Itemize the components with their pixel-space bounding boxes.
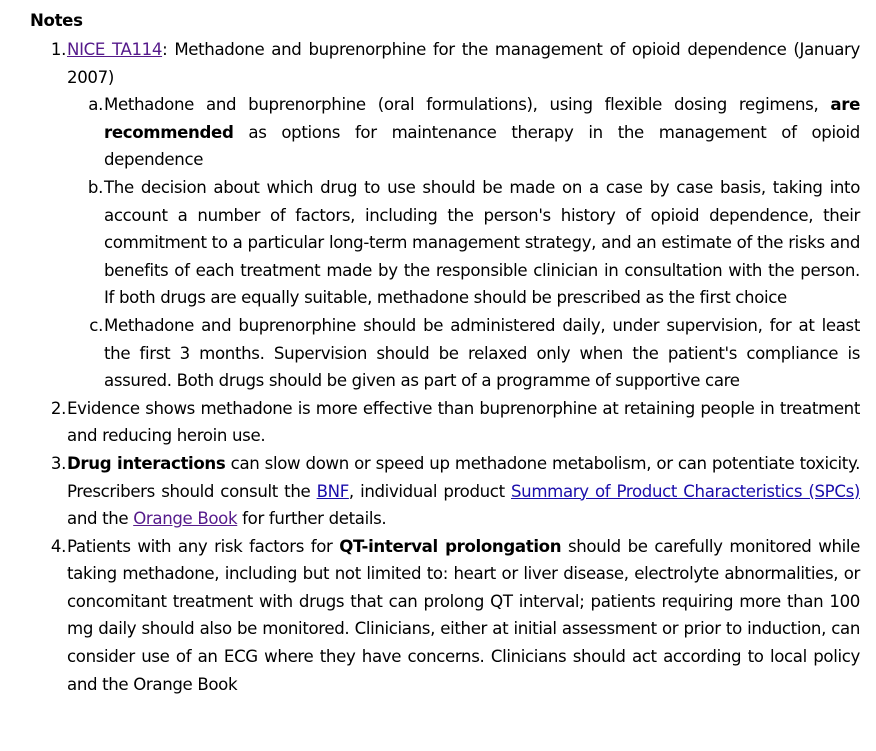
note-subitem-b xyxy=(67,174,860,312)
note-item-3 xyxy=(30,450,860,533)
subitem-text: as options for maintenance therapy in the management of opioid dependence xyxy=(104,122,860,170)
note-number: 4. xyxy=(50,536,66,556)
note-text: : Methadone and buprenorphine for the management of opioid dependence (January 2007) xyxy=(67,40,860,87)
notes-list xyxy=(30,36,860,698)
orange-book-link[interactable]: Orange Book xyxy=(133,509,238,529)
note-text: for further details. xyxy=(237,509,387,529)
note-text: Patients with any risk factors for xyxy=(67,536,340,556)
note-subitem-a xyxy=(67,91,860,174)
note-number: 2. xyxy=(50,398,66,418)
note-sublist xyxy=(67,91,860,395)
note-item-4 xyxy=(30,533,860,699)
note-text: , individual product xyxy=(348,481,511,501)
note-bold-text: QT-interval prolongation xyxy=(339,536,562,556)
subitem-text: The decision about which drug to use should be made on a case by case basis, taking into account a number of factors, including the person's history of opioid dependence, their commitment to a particular long-term management strategy, and an estimate of the risks and benefits of each treatment made by the responsible clinician in consultation with the person. If both drugs are equally suitable, methadone should be prescribed as the first choice xyxy=(104,177,860,308)
note-item-2 xyxy=(30,395,860,450)
subitem-bold-text: are recommended xyxy=(104,95,860,142)
nice-ta114-link[interactable]: NICE TA114 xyxy=(67,40,163,59)
note-text: and the xyxy=(67,509,134,529)
subitem-text: Methadone and buprenorphine (oral formulations), using flexible dosing regimens, xyxy=(104,95,831,115)
spc-link[interactable]: Summary of Product Characteristics (SPCs) xyxy=(510,481,860,501)
note-subitem-c xyxy=(67,312,860,395)
subitem-letter: c. xyxy=(89,315,103,335)
note-item-1 xyxy=(30,36,860,395)
subitem-text: Methadone and buprenorphine should be administered daily, under supervision, for at least the first 3 months. Supervision should be relaxed only when the patient's compliance is assured. Both drugs should be given as part of a programme of supportive care xyxy=(104,315,860,391)
note-number: 3. xyxy=(50,453,66,473)
note-number: 1. xyxy=(50,40,66,59)
subitem-letter: b. xyxy=(87,177,103,197)
notes-heading: Notes xyxy=(30,11,83,30)
note-text: Evidence shows methadone is more effective than buprenorphine at retaining people in treatment and reducing heroin use. xyxy=(67,398,860,446)
subitem-letter: a. xyxy=(88,95,103,115)
note-text: should be carefully monitored while taking methadone, including but not limited to: heart or liver disease, electrolyte abnormalities, or concomitant treatment with drugs that can prolong QT interval; patients requiring more than 100 mg daily should also be monitored. Clinicians, either at initial assessment or prior to induction, can consider use of an ECG where they have concerns. Clinicians should act according to local policy and the Orange Book xyxy=(67,536,861,694)
note-text: can slow down or speed up methadone metabolism, or can potentiate toxicity. Prescribers should consult the xyxy=(67,453,860,501)
note-bold-text: Drug interactions xyxy=(67,453,226,473)
bnf-link[interactable]: BNF xyxy=(316,481,349,501)
